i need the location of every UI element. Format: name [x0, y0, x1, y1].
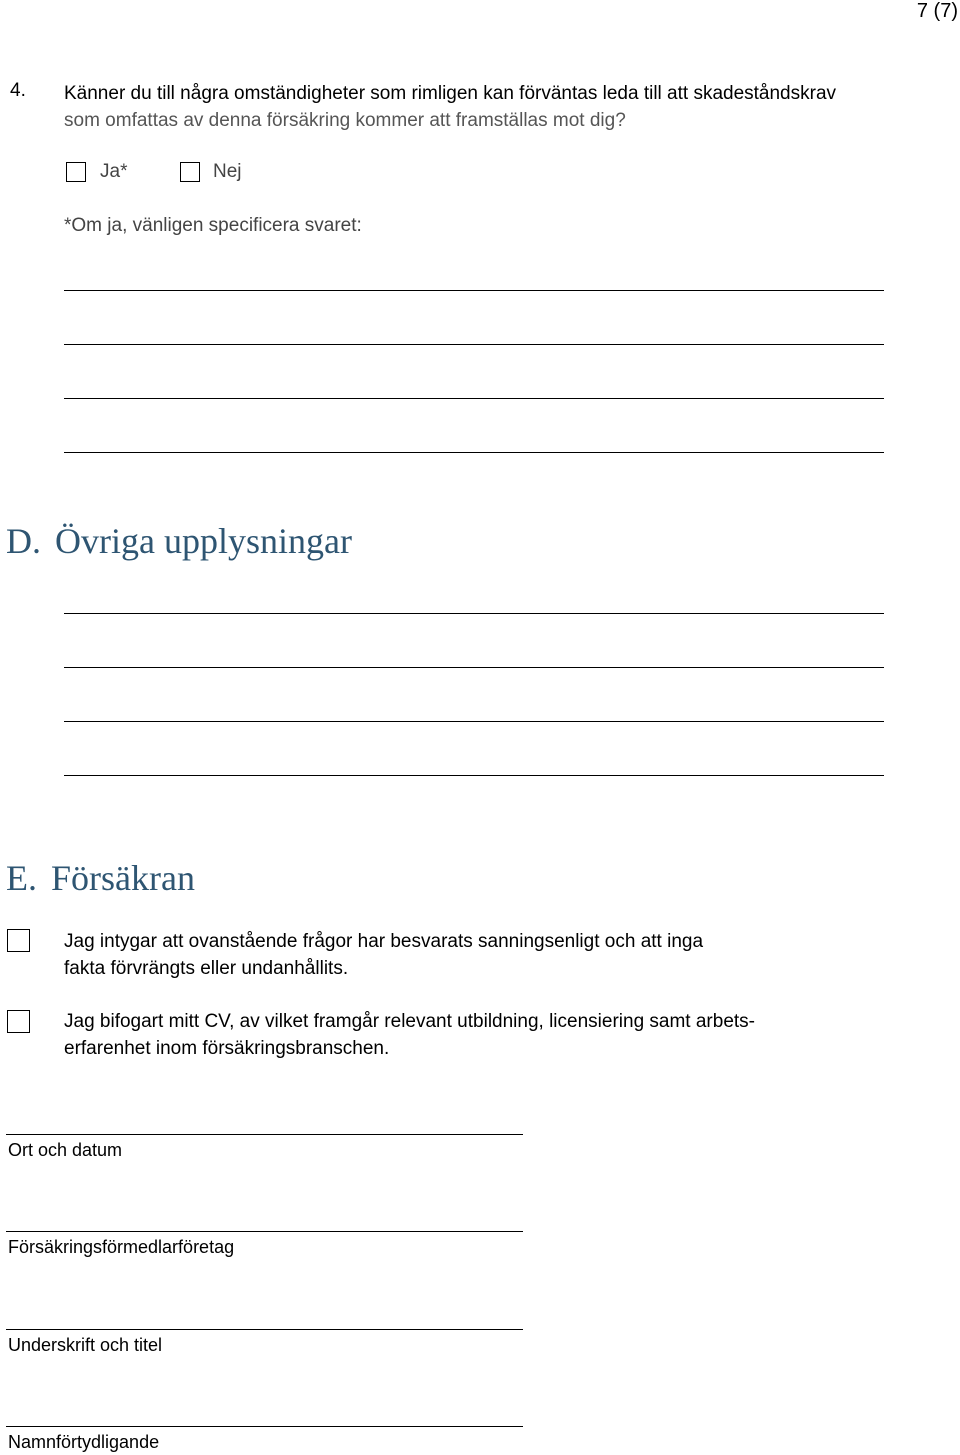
company-label: Försäkringsförmedlarföretag [8, 1237, 235, 1257]
company-field[interactable] [6, 1231, 523, 1232]
answer-line[interactable] [64, 290, 884, 291]
place-date-field[interactable] [6, 1134, 523, 1135]
cv-line: erfarenhet inom försäkringsbranschen. [64, 1038, 390, 1059]
cv-text [64, 1008, 854, 1062]
info-line[interactable] [64, 721, 884, 722]
name-label: Namnförtydligande [8, 1432, 160, 1452]
cv-line: Jag bifogart mitt CV, av vilket framgår relevant utbildning, licensiering samt arbets- [64, 1011, 755, 1032]
declaration-text [64, 928, 844, 982]
section-d-title: Övriga upplysningar [55, 521, 352, 561]
section-d-letter: D. [6, 521, 41, 561]
name-field[interactable] [6, 1426, 523, 1427]
declaration-line: Jag intygar att ovanstående frågor har besvarats sanningsenligt och att inga [64, 931, 704, 952]
section-d-heading [6, 520, 352, 562]
specify-note: *Om ja, vänligen specificera svaret: [64, 215, 362, 236]
signature-label: Underskrift och titel [8, 1335, 163, 1355]
yes-label: Ja* [100, 161, 128, 182]
cv-attached-checkbox[interactable] [7, 1010, 30, 1033]
page-number: 7 (7) [916, 0, 958, 22]
info-line[interactable] [64, 775, 884, 776]
section-e-title: Försäkran [51, 858, 195, 898]
answer-line[interactable] [64, 452, 884, 453]
answer-line[interactable] [64, 398, 884, 399]
no-label: Nej [213, 161, 242, 182]
section-e-heading [6, 857, 195, 899]
declaration-line: fakta förvrängts eller undanhållits. [64, 958, 349, 979]
signature-field[interactable] [6, 1329, 523, 1330]
info-line[interactable] [64, 613, 884, 614]
answer-line[interactable] [64, 344, 884, 345]
place-date-label: Ort och datum [8, 1140, 123, 1160]
question-text-line2: som omfattas av denna försäkring kommer att framställas mot dig? [64, 110, 626, 131]
yes-checkbox[interactable] [66, 162, 86, 182]
question-text [64, 80, 944, 134]
question-number: 4. [10, 80, 26, 101]
no-checkbox[interactable] [180, 162, 200, 182]
question-text-line1: Känner du till några omständigheter som rimligen kan förväntas leda till att skadeståndskrav [64, 83, 837, 104]
section-e-letter: E. [6, 858, 37, 898]
declaration-checkbox[interactable] [7, 929, 30, 952]
info-line[interactable] [64, 667, 884, 668]
